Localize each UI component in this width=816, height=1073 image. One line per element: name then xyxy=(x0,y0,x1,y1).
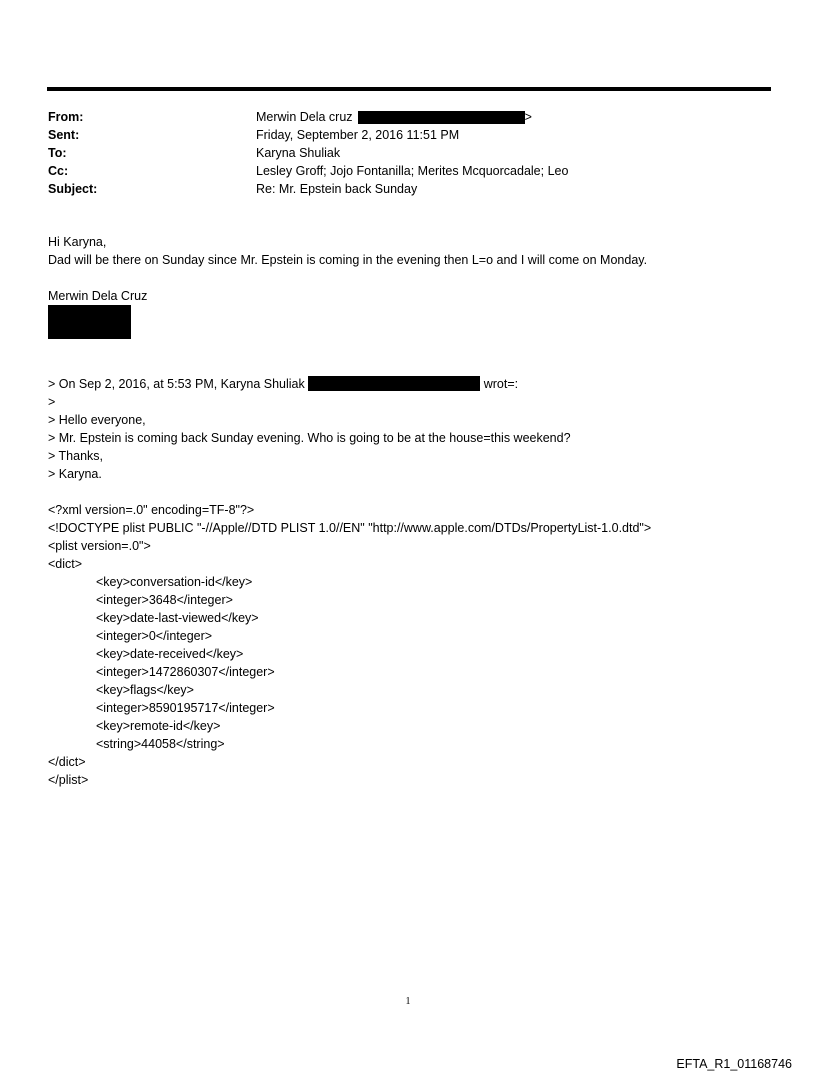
quote-line: > Hello everyone, xyxy=(48,413,146,427)
to-row xyxy=(48,144,748,162)
plist-entry: <key>date-received</key> xyxy=(96,647,244,661)
subject-value: Re: Mr. Epstein back Sunday xyxy=(256,182,418,196)
plist-entry: <integer>0</integer> xyxy=(96,629,213,643)
quote-line: > Mr. Epstein is coming back Sunday evening. Who is going to be at the house=this weekend? xyxy=(48,431,571,445)
email-header xyxy=(48,108,748,198)
plist-entry: <integer>3648</integer> xyxy=(96,593,233,607)
header-rule xyxy=(47,87,771,91)
plist-open: <plist version=.0"> xyxy=(48,539,151,553)
to-label: To: xyxy=(48,146,67,160)
sent-label: Sent: xyxy=(48,128,80,142)
redaction-box xyxy=(48,322,131,339)
plist-entry: <key>conversation-id</key> xyxy=(96,575,253,589)
redaction-box xyxy=(48,305,131,322)
plist-doctype: <!DOCTYPE plist PUBLIC "-//Apple//DTD PLIST 1.0//EN" "http://www.apple.com/DTDs/PropertyList-1.0.dtd"> xyxy=(48,521,652,535)
signature-redactions xyxy=(48,305,788,339)
plist-xml-declaration: <?xml version=.0" encoding=TF-8"?> xyxy=(48,503,255,517)
signature-name: Merwin Dela Cruz xyxy=(48,289,148,303)
subject-label: Subject: xyxy=(48,182,98,196)
quote-line: > Karyna. xyxy=(48,467,102,481)
page-number: 1 xyxy=(405,996,411,1007)
dict-close: </dict> xyxy=(48,755,86,769)
plist-entry: <integer>1472860307</integer> xyxy=(96,665,275,679)
redaction-box xyxy=(308,376,480,391)
document-id: EFTA_R1_01168746 xyxy=(676,1057,792,1071)
quote-line: > xyxy=(48,395,56,409)
plist-entry: <key>flags</key> xyxy=(96,683,194,697)
greeting: Hi Karyna, xyxy=(48,235,107,249)
dict-open: <dict> xyxy=(48,557,83,571)
plist-entry: <key>remote-id</key> xyxy=(96,719,221,733)
cc-row xyxy=(48,162,748,180)
subject-row xyxy=(48,180,748,198)
cc-value: Lesley Groff; Jojo Fontanilla; Merites Mcquorcadale; Leo xyxy=(256,164,569,178)
cc-label: Cc: xyxy=(48,164,69,178)
message-text: Dad will be there on Sunday since Mr. Epstein is coming in the evening then L=o and I will come on Monday. xyxy=(48,253,648,267)
plist-entry: <string>44058</string> xyxy=(96,737,225,751)
to-value: Karyna Shuliak xyxy=(256,146,341,160)
quote-intro: > On Sep 2, 2016, at 5:53 PM, Karyna Shuliak wrot=: xyxy=(48,377,519,391)
plist-close: </plist> xyxy=(48,773,89,787)
sent-value: Friday, September 2, 2016 11:51 PM xyxy=(256,128,460,142)
sent-row xyxy=(48,126,748,144)
email-body xyxy=(48,233,788,789)
from-label: From: xyxy=(48,110,84,124)
redaction-box xyxy=(358,111,525,124)
from-name: Merwin Dela cruz xyxy=(256,110,353,124)
plist-entry: <integer>8590195717</integer> xyxy=(96,701,275,715)
plist-entry: <key>date-last-viewed</key> xyxy=(96,611,259,625)
from-end: > xyxy=(524,110,532,124)
from-row xyxy=(48,108,748,126)
quote-line: > Thanks, xyxy=(48,449,104,463)
